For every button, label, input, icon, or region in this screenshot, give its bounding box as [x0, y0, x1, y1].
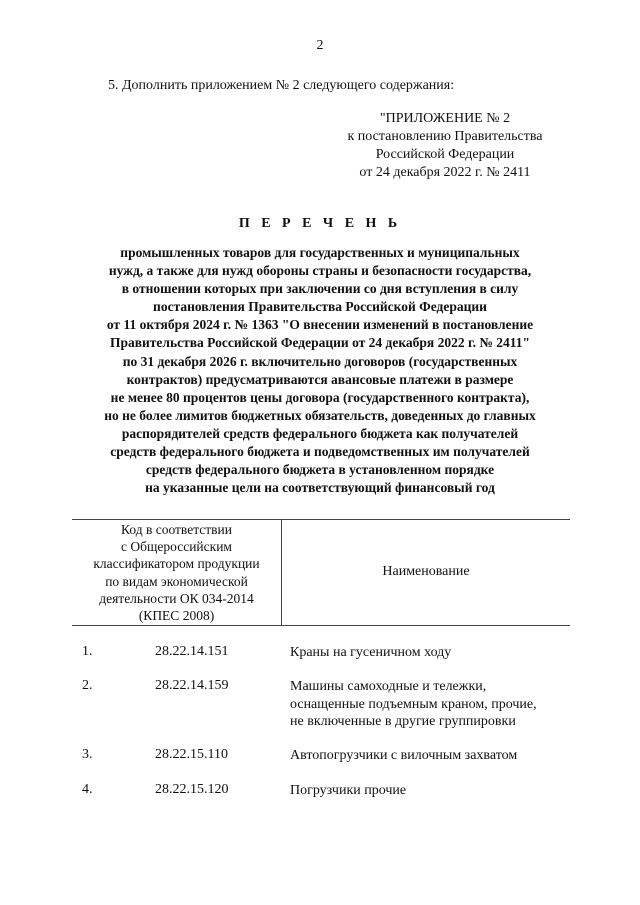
- row-name: [290, 782, 575, 800]
- row-name-line: Краны на гусеничном ходу: [290, 645, 452, 660]
- document-subtitle: [40, 244, 600, 497]
- appendix-header-line: к постановлению Правительства: [347, 129, 543, 144]
- row-code: 28.22.15.110: [155, 747, 228, 762]
- subtitle-line: распорядителей средств федерального бюджета как получателей: [121, 425, 519, 441]
- row-name-line: Погрузчики прочие: [290, 783, 407, 798]
- row-name: [290, 678, 575, 731]
- subtitle-line: но не более лимитов бюджетных обязательств, доведенных до главных: [104, 407, 536, 423]
- table-header-code: [72, 521, 281, 624]
- row-name-line: оснащенные подъемным краном, прочие,: [290, 696, 537, 712]
- row-name: [290, 747, 575, 765]
- appendix-header: [320, 110, 570, 182]
- appendix-header-line: от 24 декабря 2022 г. № 2411: [359, 165, 531, 180]
- header-line: классификатором продукции: [93, 556, 260, 572]
- row-code: 28.22.14.159: [155, 678, 229, 693]
- subtitle-line: Правительства Российской Федерации от 24 декабря 2022 г. № 2411": [109, 335, 531, 351]
- row-name-line: Автопогрузчики с вилочным захватом: [290, 748, 518, 763]
- row-name-line: не включенные в другие группировки: [290, 714, 516, 729]
- row-number: 3.: [82, 747, 93, 762]
- appendix-header-line: "ПРИЛОЖЕНИЕ № 2: [379, 111, 511, 126]
- header-line: (КПЕС 2008): [138, 608, 215, 624]
- document-title: П Е Р Е Ч Е Н Ь: [238, 216, 402, 231]
- subtitle-line: на указанные цели на соответствующий финансовый год: [145, 480, 495, 496]
- subtitle-line: по 31 декабря 2026 г. включительно договоров (государственных: [122, 353, 518, 369]
- header-line: Код в соответствии: [121, 522, 232, 537]
- subtitle-line: контрактов) предусматриваются авансовые платежи в размере: [126, 371, 514, 387]
- header-line: по видам экономической: [105, 573, 248, 589]
- subtitle-line: средств федерального бюджета и подведомственных им получателей: [110, 444, 530, 460]
- row-number: 2.: [82, 678, 93, 693]
- row-name: [290, 644, 575, 662]
- subtitle-line: нужд, а также для нужд обороны страны и безопасности государства,: [108, 263, 532, 279]
- row-code: 28.22.15.120: [155, 782, 229, 797]
- row-number: 1.: [82, 644, 93, 659]
- header-line: с Общероссийским: [121, 539, 232, 555]
- row-number: 4.: [82, 782, 93, 797]
- subtitle-line: промышленных товаров для государственных и муниципальных: [120, 245, 520, 260]
- subtitle-line: не менее 80 процентов цены договора (государственного контракта),: [110, 389, 530, 405]
- subtitle-line: постановления Правительства Российской Федерации: [153, 299, 487, 315]
- subtitle-line: в отношении которых при заключении со дня вступления в силу: [121, 281, 519, 297]
- table-header-name: Наименование: [382, 564, 470, 579]
- header-line: деятельности ОК 034-2014: [99, 590, 254, 606]
- table-header-bottom-border: [72, 625, 570, 626]
- page-number: 2: [316, 38, 324, 53]
- subtitle-line: средств федерального бюджета в установленном порядке: [145, 462, 495, 478]
- intro-paragraph: 5. Дополнить приложением № 2 следующего содержания:: [108, 78, 455, 93]
- row-code: 28.22.14.151: [155, 644, 229, 659]
- row-name-line: Машины самоходные и тележки,: [290, 679, 487, 694]
- subtitle-line: от 11 октября 2024 г. № 1363 "О внесении изменений в постановление: [106, 317, 534, 333]
- appendix-header-line: Российской Федерации: [375, 147, 515, 162]
- table-top-border: [72, 519, 570, 520]
